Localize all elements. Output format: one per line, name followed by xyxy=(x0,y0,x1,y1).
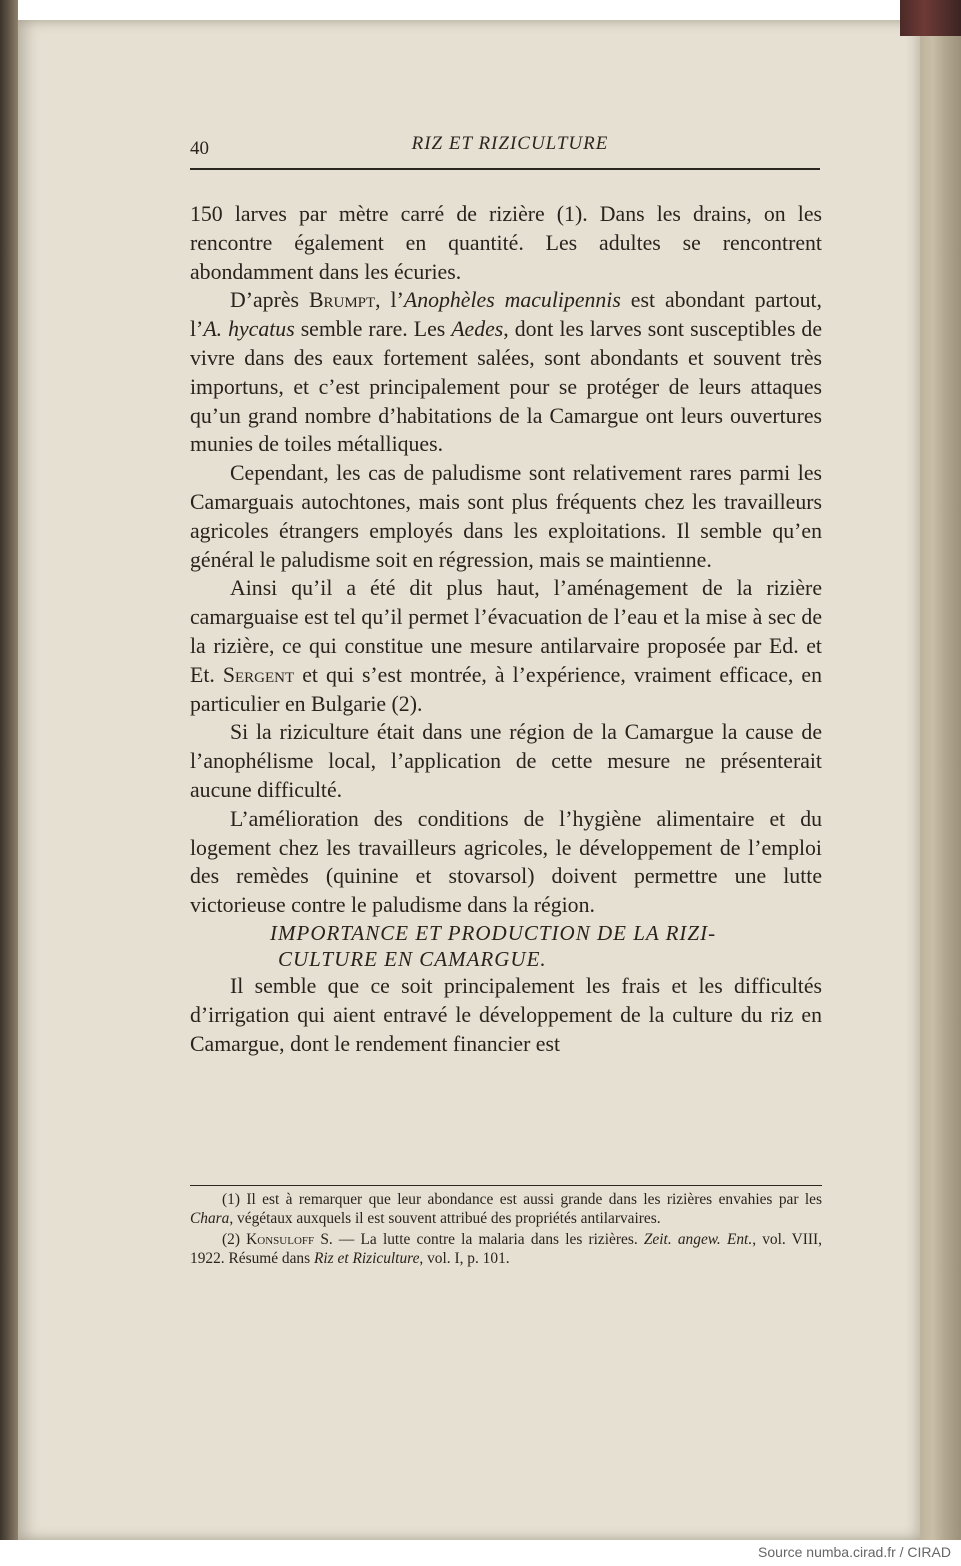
text-run: semble rare. Les xyxy=(294,317,452,342)
book-left-edge xyxy=(0,0,18,1540)
text-run: (2) xyxy=(222,1230,247,1248)
running-head: RIZ ET RIZICULTURE xyxy=(411,133,609,154)
text-run: , vol. I, p. 101. xyxy=(419,1250,510,1268)
text-run: (1) Il est à remarquer que leur abondance est aussi grande dans les rizières envahies par les xyxy=(222,1191,822,1208)
header-rule xyxy=(190,168,820,170)
footnote-1 xyxy=(190,1190,822,1229)
section-heading xyxy=(190,920,822,972)
footnote-2 xyxy=(190,1230,822,1269)
text-run: est abondant partout, l’ xyxy=(190,288,822,342)
paragraph-1 xyxy=(190,200,822,286)
paragraph-7 xyxy=(190,972,822,1058)
source-credit: Source numba.cirad.fr / CIRAD xyxy=(758,1544,951,1560)
text-run: S. — La lutte contre la malaria dans les rizières. xyxy=(314,1230,644,1248)
genus-name: Chara xyxy=(190,1210,230,1228)
species-name: Anophèles maculipennis xyxy=(403,288,621,313)
text-run: , l’ xyxy=(375,288,404,313)
author-name: Sergent xyxy=(222,662,295,687)
footnote-rule xyxy=(190,1185,822,1186)
book-binding-corner xyxy=(900,0,961,36)
text-run: Ainsi qu’il a été dit plus haut, l’aménagement de la rizière camarguaise est tel qu’il permet l’évacuation de l’eau et la mise à sec de la rizière, ce qui constitue une mesure antilarvaire proposée par Ed. et Et. xyxy=(190,576,822,687)
page-number: 40 xyxy=(190,138,209,159)
section-heading-line: IMPORTANCE ET PRODUCTION DE LA RIZI- xyxy=(270,920,717,945)
journal-title: Zeit. angew. Ent. xyxy=(643,1230,753,1248)
text-run: Il semble que ce soit principalement les frais et les difficultés d’irrigation qui aient entravé le développement de la culture du riz en Camargue, dont le rendement financier est xyxy=(190,973,822,1056)
text-run: Si la riziculture était dans une région de la Camargue la cause de l’anophélisme local, l’application de cette mesure ne présenterait aucune difficulté. xyxy=(190,720,822,802)
journal-title: Riz et Riziculture xyxy=(313,1250,420,1268)
species-name: A. hycatus xyxy=(203,317,295,342)
text-run: L’amélioration des conditions de l’hygiène alimentaire et du logement chez les travailleurs agricoles, le développement de l’emploi des remèdes (quinine et stovarsol) doivent permettre une lutte victorieuse contre le paludisme dans la région. xyxy=(190,806,822,918)
paragraph-3 xyxy=(190,459,822,574)
section-heading-line: CULTURE EN CAMARGUE. xyxy=(278,946,547,971)
author-name: Brumpt xyxy=(308,288,376,313)
text-run: 150 larves par mètre carré de rizière (1). Dans les drains, on les rencontre également en quantité. Les adultes se rencontrent abondamment dans les écuries. xyxy=(190,202,822,284)
text-run: D’après xyxy=(230,288,309,313)
scan-top-margin xyxy=(18,0,900,20)
paragraph-2 xyxy=(190,286,822,459)
main-text xyxy=(190,200,822,1058)
text-run: , végétaux auxquels il est souvent attribué des propriétés antilarvaires. xyxy=(229,1210,661,1228)
text-run: , vol. VIII, 1922. Résumé dans xyxy=(190,1230,823,1268)
footnotes xyxy=(190,1190,822,1270)
paragraph-6 xyxy=(190,805,822,920)
text-run: Cependant, les cas de paludisme sont relativement rares parmi les Camarguais autochtones, mais sont plus fréquents chez les travailleurs agricoles étrangers employés dans les exploitations. Il semble qu’en général le paludisme soit en régression, mais se maintienne. xyxy=(190,461,822,572)
paragraph-4 xyxy=(190,574,822,718)
book-page-stack-edge xyxy=(920,20,961,1540)
genus-name: Aedes xyxy=(451,317,504,342)
paragraph-5 xyxy=(190,718,822,804)
text-run: et qui s’est montrée, à l’expérience, vraiment efficace, en particulier en Bulgarie (2). xyxy=(190,662,822,716)
text-run: , dont les larves sont susceptibles de vivre dans des eaux fortement salées, sont abondants et souvent très importuns, et c’est principalement pour se protéger de leurs attaques qu’un grand nombre d’habitations de la Camargue ont leurs ouvertures munies de toiles métalliques. xyxy=(190,317,823,457)
author-name: Konsuloff xyxy=(246,1230,315,1248)
